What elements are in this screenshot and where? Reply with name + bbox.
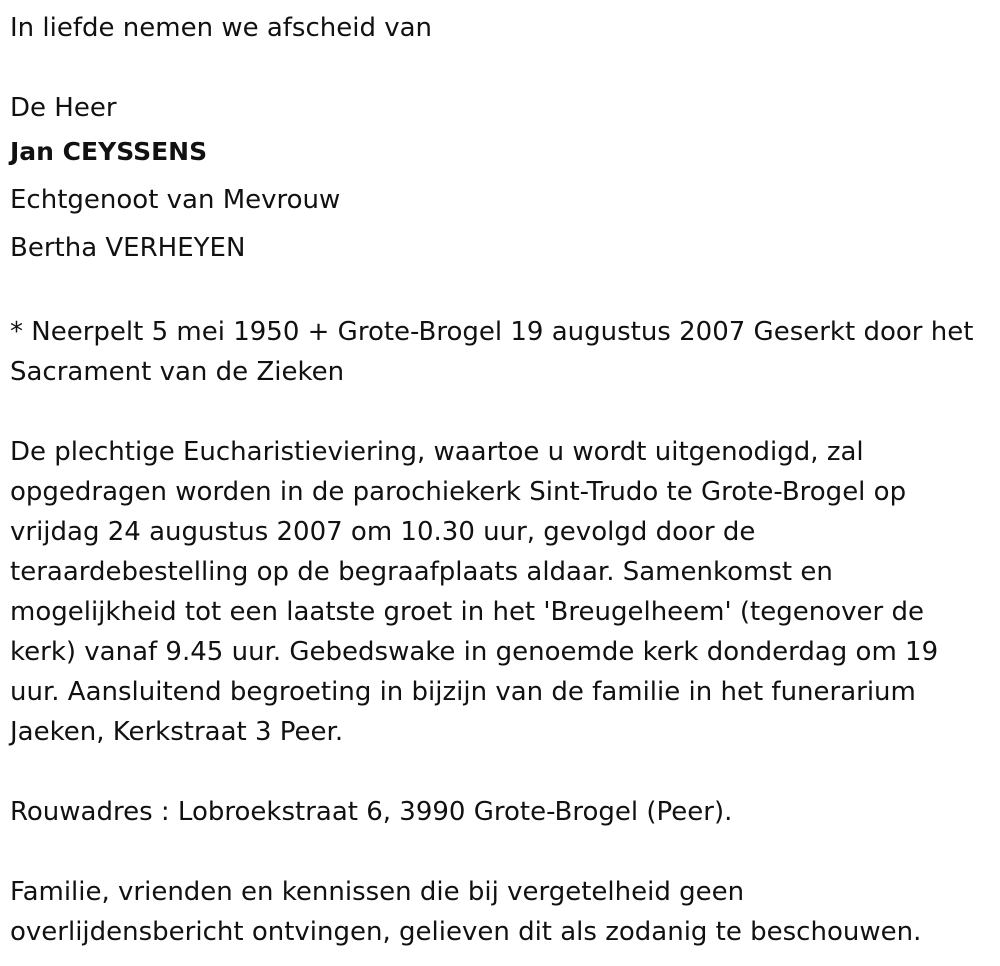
- ceremony-line: mogelijkheid tot een laatste groet in het 'Breugelheem' (tegenover de: [10, 597, 924, 627]
- spacer: [10, 392, 986, 432]
- spacer: [10, 832, 986, 872]
- spacer: [10, 272, 986, 312]
- ceremony-line: teraardebestelling op de begraafplaats aldaar. Samenkomst en: [10, 557, 833, 587]
- ceremony-paragraph: [10, 432, 986, 752]
- closing-line: overlijdensbericht ontvingen, gelieven dit als zodanig te beschouwen.: [10, 917, 922, 947]
- intro-text: In liefde nemen we afscheid van: [10, 13, 433, 43]
- closing-paragraph: [10, 872, 986, 952]
- deceased-name: Jan CEYSSENS: [10, 137, 208, 166]
- closing-line: Familie, vrienden en kennissen die bij vergetelheid geen: [10, 877, 745, 907]
- ceremony-line: uur. Aansluitend begroeting in bijzijn van de familie in het funerarium: [10, 677, 916, 707]
- birth-death-line-2: Sacrament van de Zieken: [10, 357, 345, 387]
- spouse-name: Bertha VERHEYEN: [10, 233, 246, 263]
- ceremony-line: opgedragen worden in de parochiekerk Sint-Trudo te Grote-Brogel op: [10, 477, 907, 507]
- ceremony-line: kerk) vanaf 9.45 uur. Gebedswake in genoemde kerk donderdag om 19: [10, 637, 939, 667]
- spacer: [10, 48, 986, 88]
- spouse-prefix: Echtgenoot van Mevrouw: [10, 185, 341, 215]
- salutation: De Heer: [10, 93, 117, 123]
- ceremony-line: vrijdag 24 augustus 2007 om 10.30 uur, gevolgd door de: [10, 517, 756, 547]
- birth-death-line-1: * Neerpelt 5 mei 1950 + Grote-Brogel 19 augustus 2007 Geserkt door het: [10, 317, 974, 347]
- mourning-address: Rouwadres : Lobroekstraat 6, 3990 Grote-Brogel (Peer).: [10, 797, 733, 827]
- ceremony-line: De plechtige Eucharistieviering, waartoe u wordt uitgenodigd, zal: [10, 437, 864, 467]
- ceremony-line: Jaeken, Kerkstraat 3 Peer.: [10, 717, 344, 747]
- spacer: [10, 752, 986, 792]
